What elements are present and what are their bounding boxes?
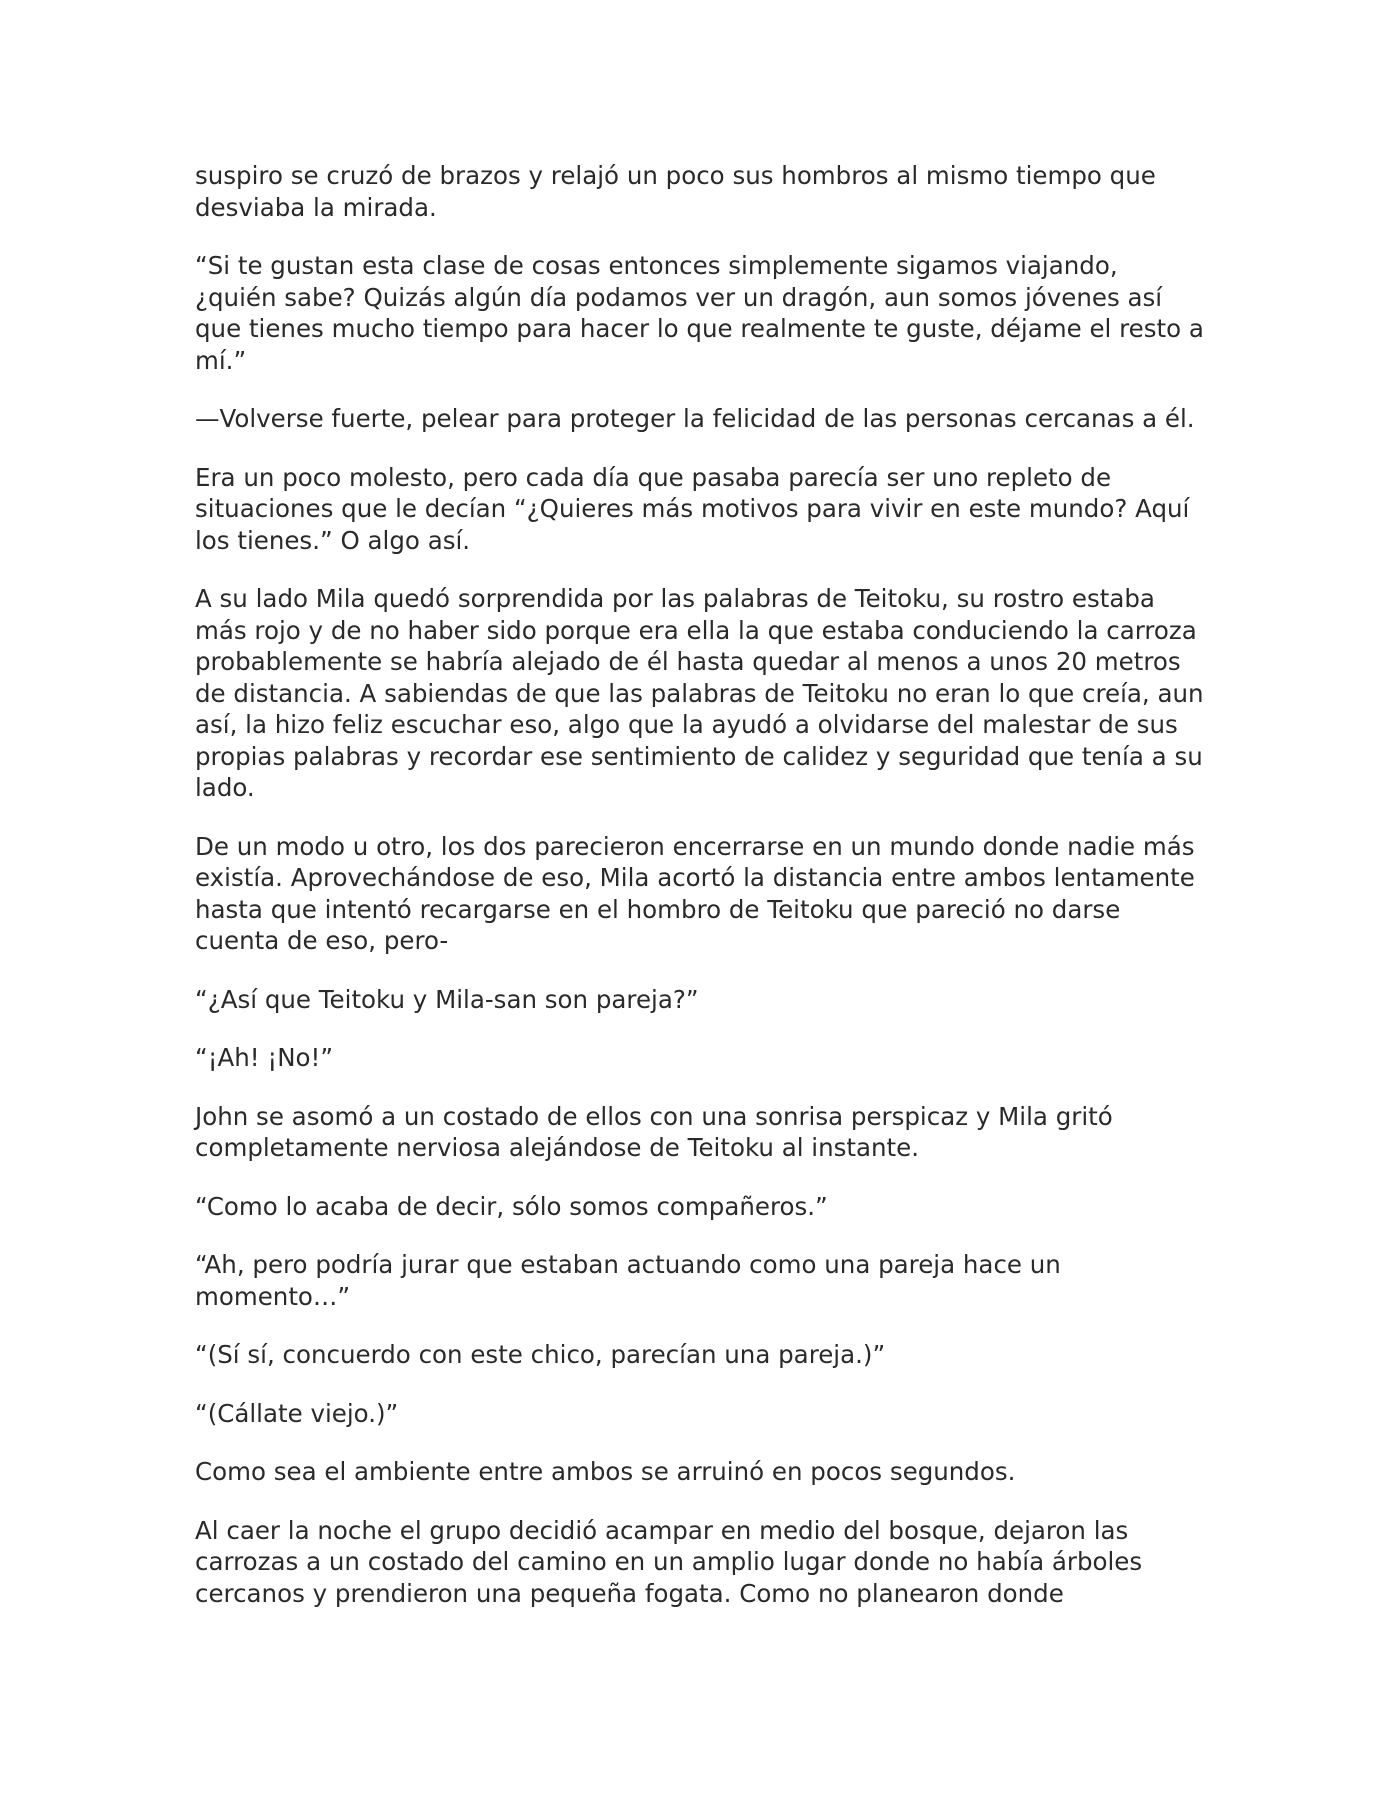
paragraph: suspiro se cruzó de brazos y relajó un poco sus hombros al mismo tiempo que desviaba la mirada. bbox=[195, 161, 1156, 222]
paragraph: —Volverse fuerte, pelear para proteger la felicidad de las personas cercanas a él. bbox=[195, 404, 1195, 433]
paragraph: De un modo u otro, los dos parecieron encerrarse en un mundo donde nadie más existía. Aprovechándose de eso, Mila acortó la distancia entre ambos lentamente hasta que intentó recargarse en el hombro de Teitoku que pareció no darse cuenta de eso, pero- bbox=[195, 831, 1195, 955]
document-body bbox=[195, 160, 1205, 1636]
paragraph: “¡Ah! ¡No!” bbox=[195, 1043, 334, 1072]
paragraph: “(Cállate viejo.)” bbox=[195, 1398, 399, 1428]
paragraph: A su lado Mila quedó sorprendida por las palabras de Teitoku, su rostro estaba más rojo y de no haber sido porque era ella la que estaba conduciendo la carroza probablemente se habría alejado de él hasta quedar al menos a unos 20 metros de distancia. A sabiendas de que las palabras de Teitoku no eran lo que creía, aun así, la hizo feliz escuchar eso, algo que la ayudó a olvidarse del malestar de sus propias palabras y recordar ese sentimiento de calidez y seguridad que tenía a su lado. bbox=[195, 584, 1204, 802]
paragraph: “Si te gustan esta clase de cosas entonces simplemente sigamos viajando, ¿quién sabe? Quizás algún día podamos ver un dragón, aun somos jóvenes así que tienes mucho tiempo para hacer lo que realmente te guste, déjame el resto a mí.” bbox=[195, 251, 1204, 375]
paragraph: Como sea el ambiente entre ambos se arruinó en pocos segundos. bbox=[195, 1457, 1016, 1486]
paragraph: “Ah, pero podría jurar que estaban actuando como una pareja hace un momento…” bbox=[195, 1250, 1061, 1311]
paragraph: “(Sí sí, concuerdo con este chico, parecían una pareja.)” bbox=[195, 1340, 886, 1369]
paragraph: Era un poco molesto, pero cada día que pasaba parecía ser uno repleto de situaciones que le decían “¿Quieres más motivos para vivir en este mundo? Aquí los tienes.” O algo así. bbox=[195, 462, 1190, 555]
paragraph: “¿Así que Teitoku y Mila-san son pareja?” bbox=[195, 984, 699, 1014]
paragraph: Al caer la noche el grupo decidió acampar en medio del bosque, dejaron las carrozas a un costado del camino en un amplio lugar donde no había árboles cercanos y prendieron una pequeña fogata. Como no planearon donde bbox=[195, 1515, 1143, 1608]
paragraph: “Como lo acaba de decir, sólo somos compañeros.” bbox=[195, 1191, 828, 1221]
paragraph: John se asomó a un costado de ellos con una sonrisa perspicaz y Mila gritó completamente nerviosa alejándose de Teitoku al instante. bbox=[195, 1101, 1113, 1162]
